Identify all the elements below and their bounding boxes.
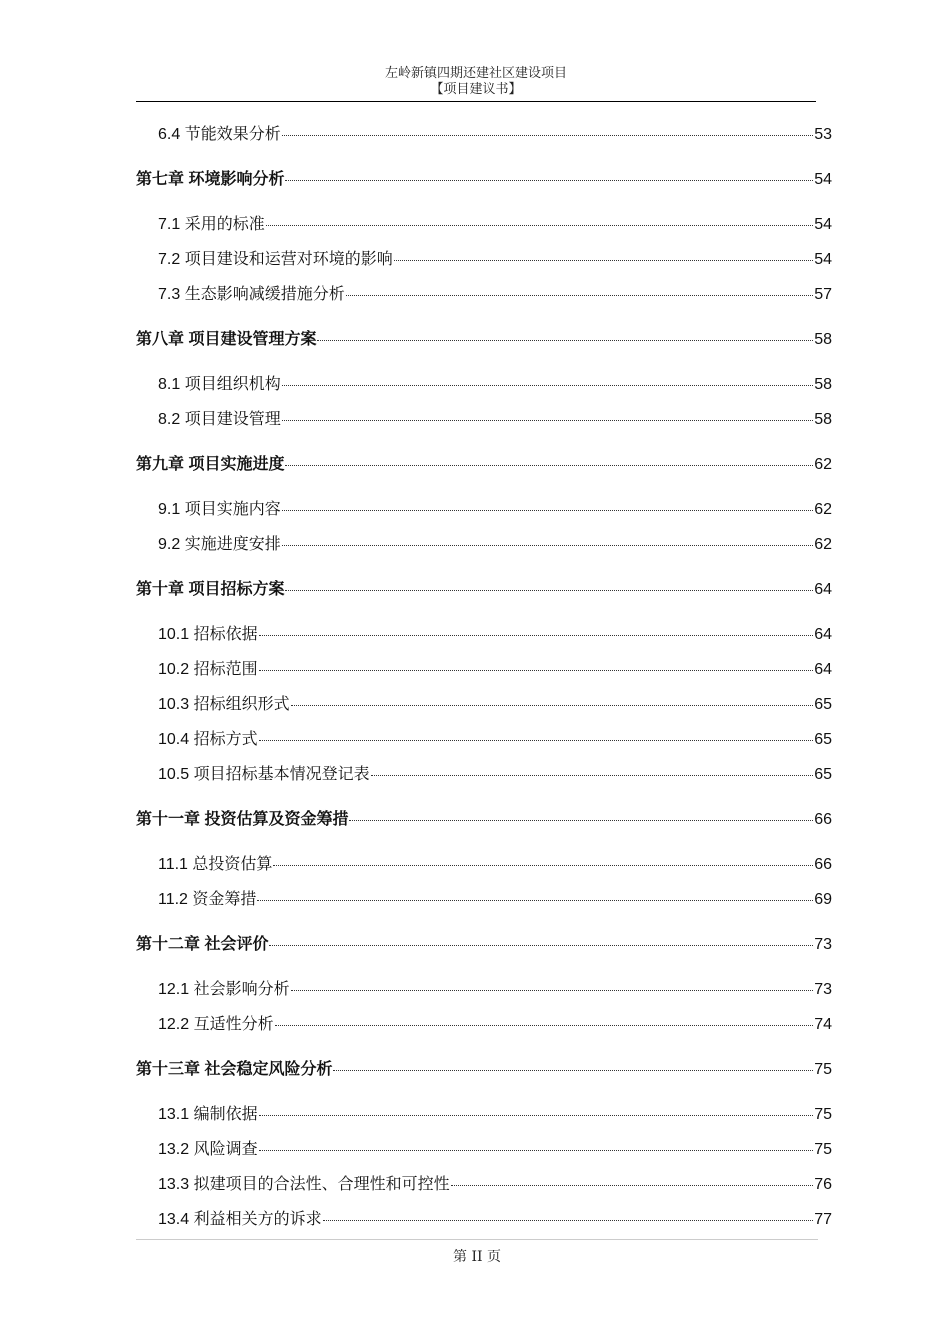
toc-entry-label: 9.2 实施进度安排 [158, 536, 281, 553]
toc-section-entry[interactable] [158, 623, 832, 647]
toc-entry-label: 13.4 利益相关方的诉求 [158, 1211, 322, 1228]
toc-dot-leader [257, 900, 813, 901]
toc-entry-page: 62 [814, 456, 832, 473]
toc-entry-page: 57 [814, 286, 832, 303]
page-number: 第 II 页 [453, 1249, 501, 1265]
toc-entry-label: 第八章 项目建设管理方案 [136, 331, 317, 348]
toc-dot-leader [282, 135, 814, 136]
toc-entry-label: 第十章 项目招标方案 [136, 581, 285, 598]
toc-entry-label: 8.1 项目组织机构 [158, 376, 281, 393]
toc-section-entry[interactable] [158, 213, 832, 237]
toc-entry-page: 66 [814, 856, 832, 873]
toc-entry-label: 10.1 招标依据 [158, 626, 258, 643]
toc-section-entry[interactable] [158, 1013, 832, 1037]
toc-dot-leader [285, 465, 813, 466]
toc-entry-label: 第七章 环境影响分析 [136, 171, 285, 188]
toc-entry-label: 7.3 生态影响减缓措施分析 [158, 286, 345, 303]
toc-entry-page: 62 [814, 501, 832, 518]
toc-entry-label: 7.1 采用的标准 [158, 216, 265, 233]
toc-section-entry[interactable] [158, 533, 832, 557]
toc-entry-page: 75 [814, 1141, 832, 1158]
toc-entry-page: 54 [814, 216, 832, 233]
toc-entry-label: 13.1 编制依据 [158, 1106, 258, 1123]
toc-chapter-entry[interactable] [136, 1058, 832, 1082]
toc-section-entry[interactable] [158, 763, 832, 787]
toc-chapter-entry[interactable] [136, 808, 832, 832]
toc-dot-leader [282, 385, 814, 386]
toc-section-entry[interactable] [158, 1173, 832, 1197]
toc-entry-label: 第十三章 社会稳定风险分析 [136, 1061, 333, 1078]
toc-entry-page: 53 [814, 126, 832, 143]
toc-dot-leader [371, 775, 814, 776]
toc-entry-label: 9.1 项目实施内容 [158, 501, 281, 518]
toc-entry-page: 54 [814, 251, 832, 268]
toc-dot-leader [269, 945, 813, 946]
header-subtitle: 【项目建议书】 [430, 82, 522, 97]
toc-dot-leader [259, 635, 814, 636]
toc-entry-label: 12.2 互适性分析 [158, 1016, 274, 1033]
toc-entry-page: 58 [814, 331, 832, 348]
toc-entry-page: 64 [814, 661, 832, 678]
toc-entry-page: 76 [814, 1176, 832, 1193]
toc-entry-page: 75 [814, 1106, 832, 1123]
toc-entry-page: 64 [814, 581, 832, 598]
toc-entry-page: 69 [814, 891, 832, 908]
toc-entry-page: 77 [814, 1211, 832, 1228]
toc-dot-leader [273, 865, 813, 866]
toc-entry-label: 10.2 招标范围 [158, 661, 258, 678]
toc-entry-page: 65 [814, 766, 832, 783]
toc-entry-page: 54 [814, 171, 832, 188]
toc-chapter-entry[interactable] [136, 578, 832, 602]
toc-entry-page: 66 [814, 811, 832, 828]
toc-entry-label: 第十一章 投资估算及资金筹措 [136, 811, 349, 828]
toc-entry-label: 10.3 招标组织形式 [158, 696, 290, 713]
toc-entry-page: 75 [814, 1061, 832, 1078]
toc-dot-leader [282, 545, 814, 546]
toc-entry-label: 10.4 招标方式 [158, 731, 258, 748]
toc-dot-leader [282, 420, 814, 421]
toc-entry-label: 8.2 项目建设管理 [158, 411, 281, 428]
toc-section-entry[interactable] [158, 123, 832, 147]
toc-entry-label: 第十二章 社会评价 [136, 936, 269, 953]
toc-section-entry[interactable] [158, 728, 832, 752]
toc-dot-leader [333, 1070, 813, 1071]
toc-dot-leader [394, 260, 814, 261]
toc-entry-label: 13.2 风险调查 [158, 1141, 258, 1158]
toc-entry-label: 6.4 节能效果分析 [158, 126, 281, 143]
toc-section-entry[interactable] [158, 658, 832, 682]
toc-dot-leader [282, 510, 814, 511]
footer-divider [136, 1239, 818, 1240]
toc-entry-label: 11.2 资金筹措 [158, 891, 257, 908]
toc-entry-page: 64 [814, 626, 832, 643]
toc-entry-page: 74 [814, 1016, 832, 1033]
toc-entry-page: 65 [814, 731, 832, 748]
toc-dot-leader [259, 740, 814, 741]
toc-entry-page: 58 [814, 376, 832, 393]
toc-section-entry[interactable] [158, 1208, 832, 1232]
toc-section-entry[interactable] [158, 373, 832, 397]
toc-section-entry[interactable] [158, 978, 832, 1002]
toc-entry-page: 58 [814, 411, 832, 428]
toc-dot-leader [259, 1150, 814, 1151]
toc-entry-label: 10.5 项目招标基本情况登记表 [158, 766, 370, 783]
toc-dot-leader [266, 225, 814, 226]
toc-section-entry[interactable] [158, 1103, 832, 1127]
toc-section-entry[interactable] [158, 283, 832, 307]
toc-section-entry[interactable] [158, 248, 832, 272]
toc-dot-leader [317, 340, 813, 341]
toc-entry-label: 第九章 项目实施进度 [136, 456, 285, 473]
toc-dot-leader [291, 990, 814, 991]
toc-entry-label: 13.3 拟建项目的合法性、合理性和可控性 [158, 1176, 450, 1193]
toc-entry-page: 65 [814, 696, 832, 713]
toc-entry-label: 7.2 项目建设和运营对环境的影响 [158, 251, 393, 268]
header-title: 左岭新镇四期还建社区建设项目 [384, 66, 567, 81]
toc-section-entry[interactable] [158, 1138, 832, 1162]
toc-dot-leader [285, 590, 813, 591]
toc-chapter-entry[interactable] [136, 168, 832, 192]
toc-dot-leader [275, 1025, 814, 1026]
toc-chapter-entry[interactable] [136, 933, 832, 957]
toc-entry-page: 62 [814, 536, 832, 553]
toc-dot-leader [259, 670, 814, 671]
toc-dot-leader [349, 820, 813, 821]
toc-entry-page: 73 [814, 936, 832, 953]
toc-entry-label: 11.1 总投资估算 [158, 856, 273, 873]
toc-chapter-entry[interactable] [136, 328, 832, 352]
toc-section-entry[interactable] [158, 498, 832, 522]
toc-dot-leader [346, 295, 814, 296]
toc-dot-leader [291, 705, 814, 706]
toc-dot-leader [323, 1220, 814, 1221]
toc-dot-leader [451, 1185, 814, 1186]
toc-section-entry[interactable] [158, 693, 832, 717]
toc-section-entry[interactable] [158, 853, 832, 877]
toc-section-entry[interactable] [158, 408, 832, 432]
toc-dot-leader [285, 180, 813, 181]
toc-entry-page: 73 [814, 981, 832, 998]
toc-section-entry[interactable] [158, 888, 832, 912]
toc-dot-leader [259, 1115, 814, 1116]
toc-chapter-entry[interactable] [136, 453, 832, 477]
toc-entry-label: 12.1 社会影响分析 [158, 981, 290, 998]
